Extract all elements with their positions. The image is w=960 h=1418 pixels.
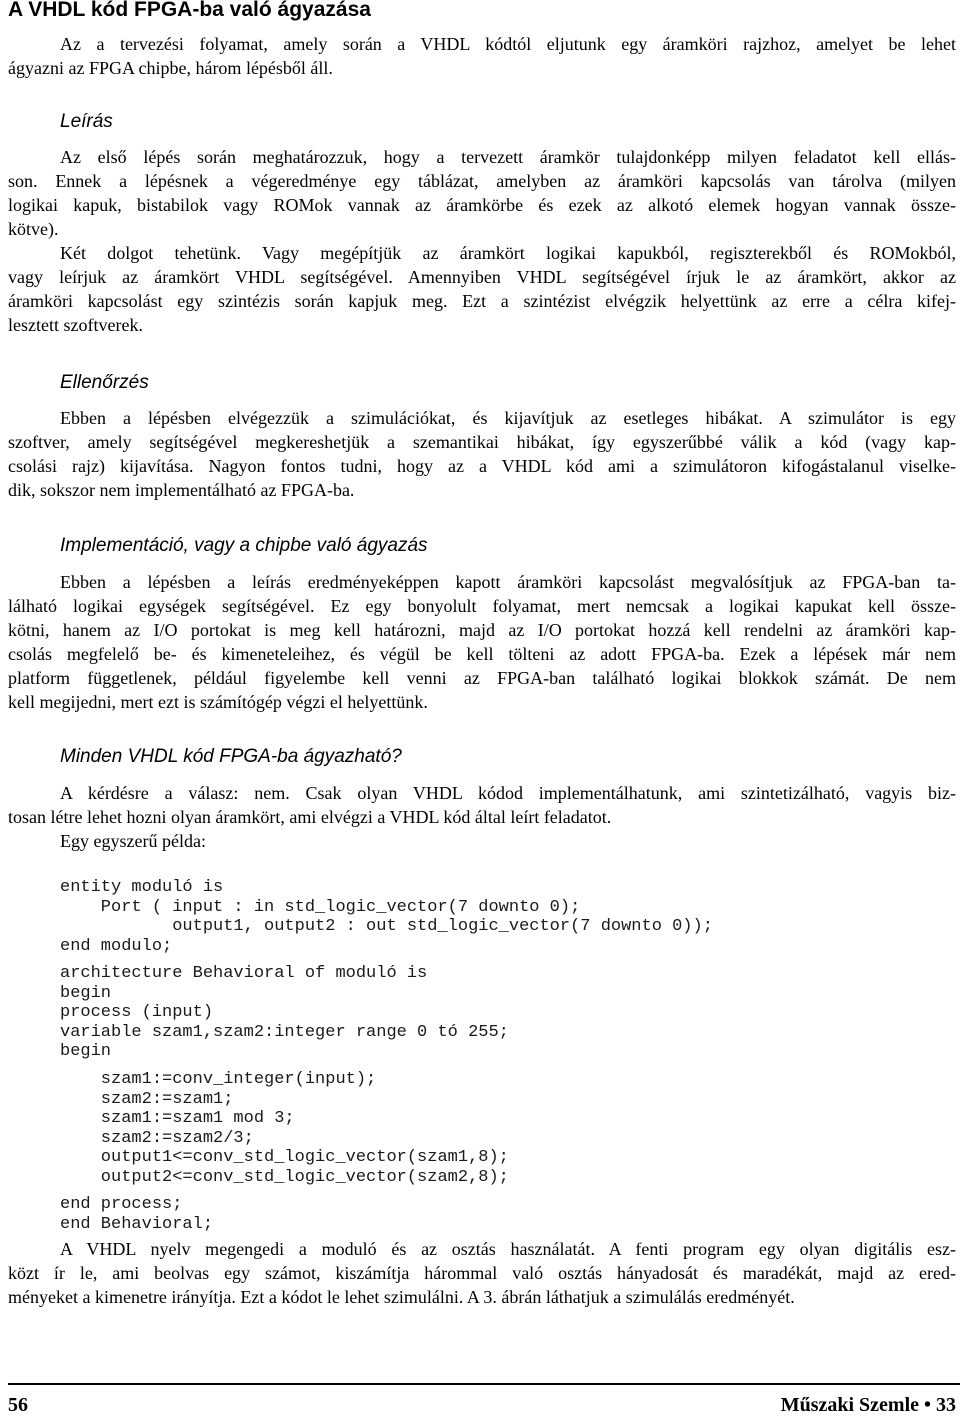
page-number: 56 [8,1394,28,1416]
text-line: vagy leírjuk az áramkört VHDL segítségével. Amennyiben VHDL segítségével írjuk le az áramkört, akkor az [8,267,956,287]
text-line: közt ír le, ami beolvas egy számot, kiszámítja hárommal való osztás hányadosát és maradékát, majd az ered- [8,1263,956,1283]
text-line: dik, sokszor nem implementálható az FPGA-ba. [8,480,355,500]
text-line: lesztett szoftverek. [8,315,143,335]
text-line: Ebben a lépésben elvégezzük a szimulációkat, és kijavítjuk az esetleges hibákat. A szimulátor is egy [60,408,956,428]
text-line: Ebben a lépésben a leírás eredményeképpen kapott áramköri kapcsolást megvalósítjuk az FPGA-ban ta- [60,572,956,592]
text-line: csolás megfelelő be- és kimeneteleihez, és végül be kell tölteni az adott FPGA-ba. Ezek a lépések már nem [8,644,956,664]
text-line: szoftver, amely segítségével megkereshetjük a szemantikai hibákat, így egyszerűbbé válik a kód (vagy kap- [8,432,956,452]
text-line: csolási rajz) kijavítása. Nagyon fontos tudni, hogy az a VHDL kód ami a szimulátoron kifogástalanul viselke- [8,456,956,476]
section-body-leiras [8,145,956,337]
code-block-entity: entity moduló is Port ( input : in std_logic_vector(7 downto 0); output1, output2 : out std_logic_vector(7 downto 0)); end modulo; [60,878,713,956]
code-block-end: end process; end Behavioral; [60,1195,214,1234]
text-line: Egy egyszerű példa: [60,831,206,851]
footer-divider [8,1383,960,1385]
text-line: son. Ennek a lépésnek a végeredménye egy táblázat, amelyben az áramköri kapcsolás van tárolva (milyen [8,171,956,191]
text-line: ágyazni az FPGA chipbe, három lépésből áll. [8,58,333,78]
code-block-body: szam1:=conv_integer(input); szam2:=szam1; szam1:=szam1 mod 3; szam2:=szam2/3; output1<=conv_std_logic_vector(szam1,8); output2<=conv_std_logic_vector(szam2,8); [100,1070,509,1187]
closing-paragraph [8,1237,956,1309]
section-body-minden-vhdl [8,781,956,853]
text-line: ményeket a kimenetre irányítja. Ezt a kódot le lehet szimulálni. A 3. ábrán láthatjuk a szimulálás eredményét. [8,1287,795,1307]
text-line: lálható logikai egységek segítségével. Ez egy bonyolult folyamat, mert nemcsak a logikai kapukat kell össze- [8,596,956,616]
code-block-architecture: architecture Behavioral of moduló is begin process (input) variable szam1,szam2:integer range 0 tó 255; begin [60,964,509,1061]
text-line: logikai kapuk, bistabilok vagy ROMok vannak az áramkörbe és ezek az alkotó elemek hogyan vannak össze- [8,195,956,215]
text-line: kötve). [8,219,59,239]
section-body-implementacio [8,570,956,714]
page-title: A VHDL kód FPGA-ba való ágyazása [8,0,371,21]
section-heading-leiras: Leírás [60,111,113,132]
text-line: kell megijedni, mert ezt is számítógép végzi el helyettünk. [8,692,428,712]
text-line: kötni, hanem az I/O portokat is meg kell határozni, majd az I/O portokat hozzá kell rendelni az áramköri kap- [8,620,956,640]
section-heading-minden-vhdl: Minden VHDL kód FPGA-ba ágyazható? [60,746,402,767]
journal-name: Műszaki Szemle • 33 [780,1394,956,1416]
intro-paragraph [8,32,956,80]
section-heading-implementacio: Implementáció, vagy a chipbe való ágyazás [60,535,428,556]
text-line: Az első lépés során meghatározzuk, hogy a tervezett áramkör tulajdonképp milyen feladatot kell ellás- [60,147,956,167]
text-line: platform függetlenek, például figyelembe kell venni az FPGA-ban található logikai blokkok számát. De nem [8,668,956,688]
text-line: áramköri kapcsolást egy szintézis során kapjuk meg. Ezt a szintézist elvégzik helyettünk az erre a célra kifej- [8,291,956,311]
text-line: tosan létre lehet hozni olyan áramkört, ami elvégzi a VHDL kód által leírt feladatot. [8,807,612,827]
section-heading-ellenorzes: Ellenőrzés [60,372,149,393]
text-line: Két dolgot tehetünk. Vagy megépítjük az áramkört logikai kapukból, regiszterekből és ROMokból, [60,243,956,263]
text-line: Az a tervezési folyamat, amely során a VHDL kódtól eljutunk egy áramköri rajzhoz, amelyet be lehet [60,34,956,54]
text-line: A VHDL nyelv megengedi a moduló és az osztás használatát. A fenti program egy olyan digitális esz- [60,1239,956,1259]
text-line: A kérdésre a válasz: nem. Csak olyan VHDL kódod implementálhatunk, ami szintetizálható, vagyis biz- [60,783,956,803]
section-body-ellenorzes [8,406,956,502]
